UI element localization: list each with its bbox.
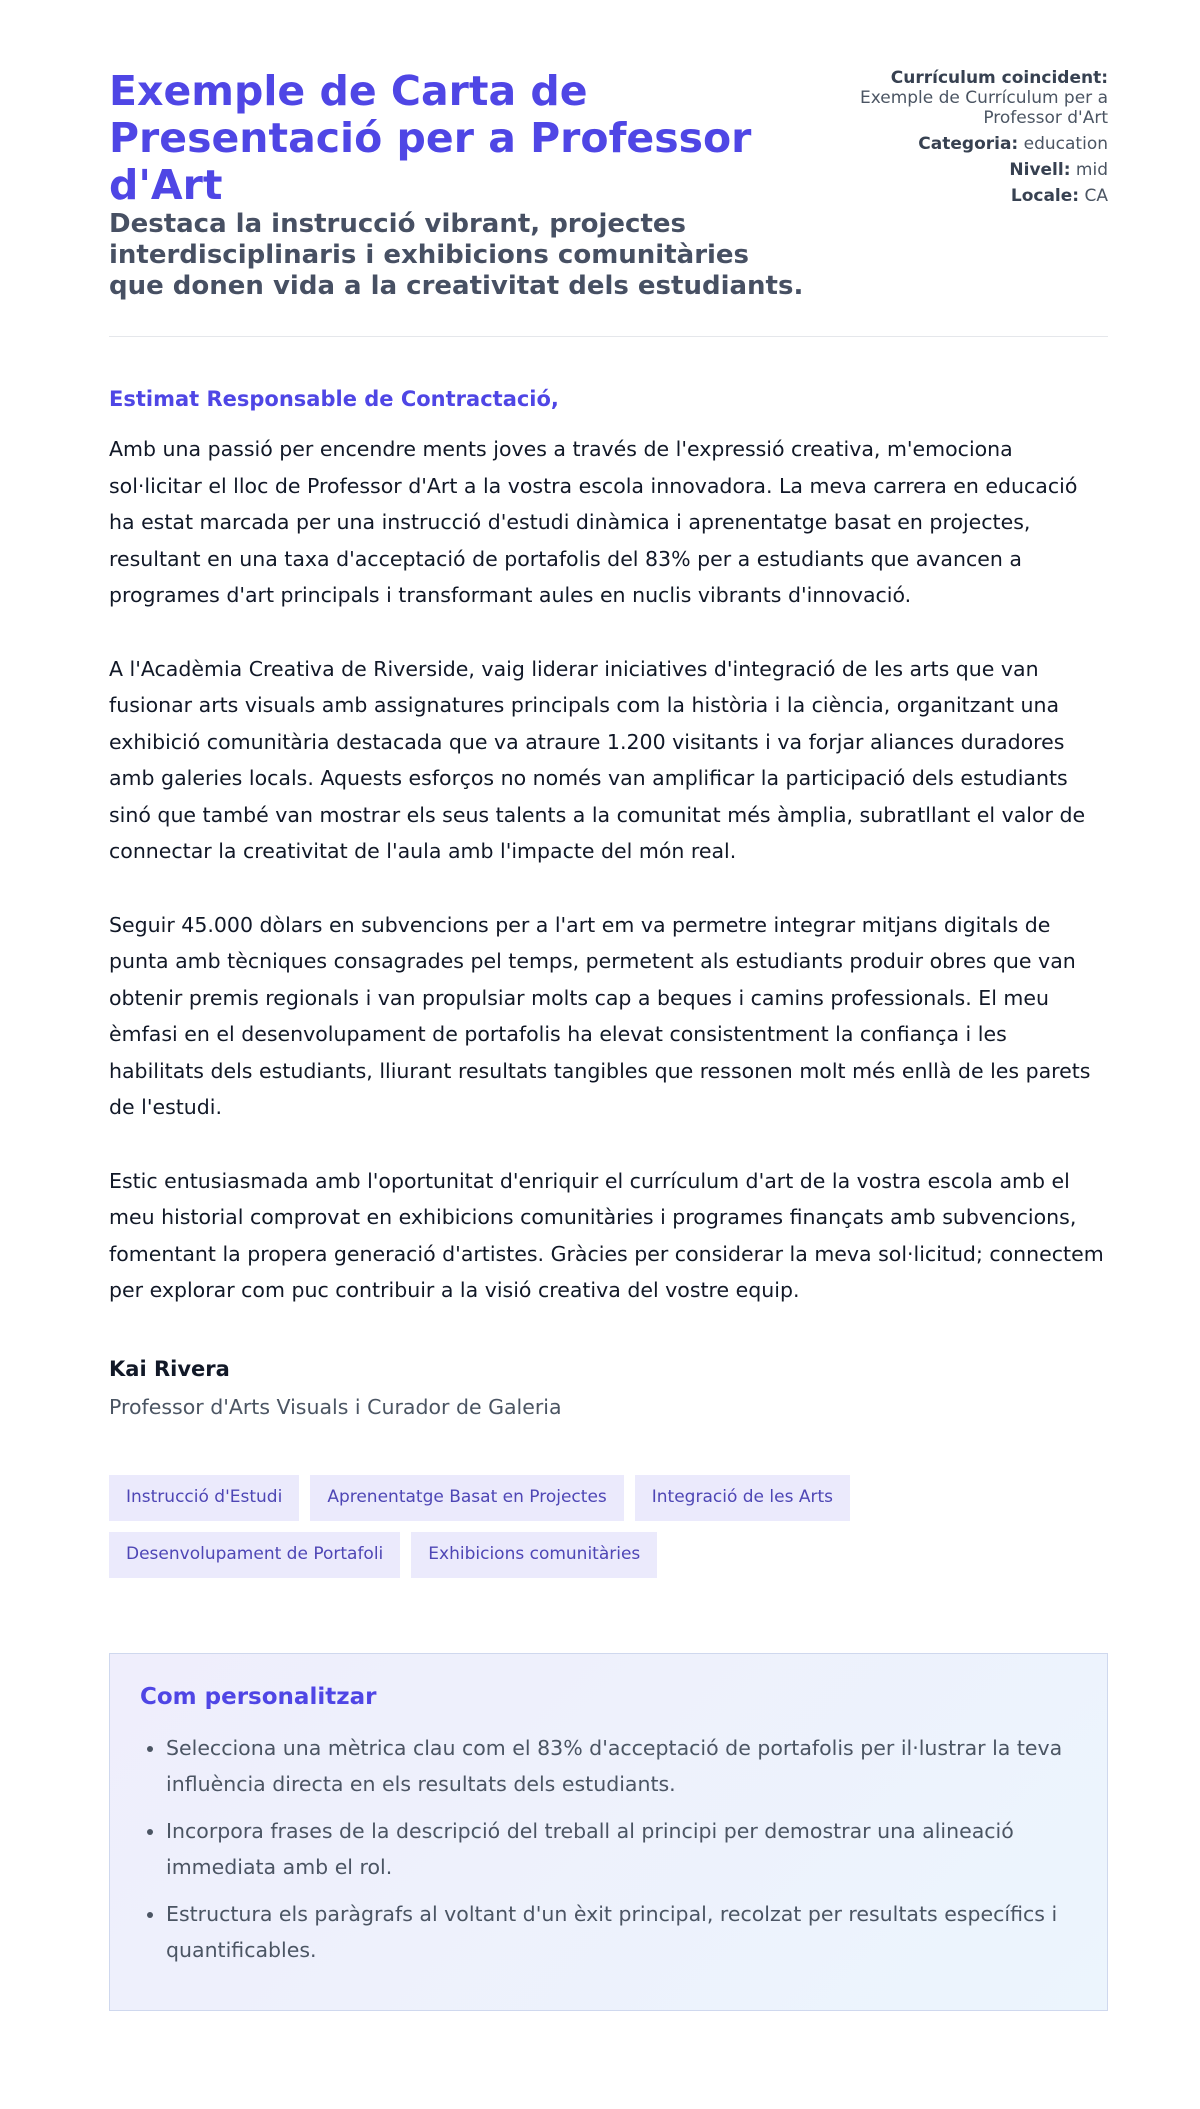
tips-list — [140, 1730, 1077, 1968]
paragraph: Amb una passió per encendre ments joves a través de l'expressió creativa, m'emociona sol·licitar el lloc de Professor d'Art a la vostra escola innovadora. La meva carrera en educació ha estat marcada per una instrucció d'estudi dinàmica i aprenentatge basat en projectes, resultant en una taxa d'acceptació de portafolis del 83% per a estudiants que avancen a programes d'art principals i transformant aules en nuclis vibrants d'innovació. — [109, 437, 1078, 607]
paragraph: Seguir 45.000 dòlars en subvencions per a l'art em va permetre integrar mitjans digitals de punta amb tècniques consagrades pel temps, permetent als estudiants produir obres que van obtenir premis regionals i van propulsiar molts cap a beques i camins professionals. El meu èmfasi en el desenvolupament de portafolis ha elevat consistentment la confiança i les habilitats dels estudiants, lliurant resultats tangibles que ressonen molt més enllà de les parets de l'estudi. — [109, 912, 1091, 1119]
tip-item: • Incorpora frases de la descripció del treball al principi per demostrar una alineació immediata amb el rol. — [166, 1813, 1077, 1885]
category-value: education — [1023, 134, 1108, 154]
skill-tag: Integració de les Arts — [635, 1475, 850, 1521]
salutation: Estimat Responsable de Contractació, — [109, 387, 559, 411]
page-subtitle: Destaca la instrucció vibrant, projectes interdisciplinaris i exhibicions comunitàries que donen vida a la creativitat dels estudiants. — [109, 209, 804, 301]
level-label: Nivell: — [1009, 160, 1071, 180]
locale-value: CA — [1084, 186, 1108, 206]
tip-item: • Estructura els paràgrafs al voltant d'un èxit principal, recolzat per resultats específics i quantificables. — [166, 1896, 1077, 1968]
skill-tag: Desenvolupament de Portafoli — [109, 1532, 400, 1578]
tip-item: • Selecciona una mètrica clau com el 83% d'acceptació de portafolis per il·lustrar la teva influència directa en els resultats dels estudiants. — [166, 1730, 1077, 1802]
customize-tips-box — [109, 1653, 1108, 2011]
locale-label: Locale: — [1010, 186, 1080, 206]
letter-body — [109, 387, 1108, 1309]
resume-label: Currículum coincident: — [890, 68, 1108, 88]
signer-name: Kai Rivera — [109, 1356, 230, 1381]
level-value: mid — [1075, 160, 1108, 180]
cover-letter-page — [109, 0, 1108, 2011]
signature — [109, 1357, 1108, 1419]
skill-tags — [109, 1475, 929, 1578]
page-header — [109, 0, 1108, 337]
resume-link[interactable]: Exemple de Currículum per a Professor d'Art — [859, 88, 1108, 128]
skill-tag: Instrucció d'Estudi — [109, 1475, 299, 1521]
paragraph: A l'Acadèmia Creativa de Riverside, vaig liderar iniciatives d'integració de les arts que van fusionar arts visuals amb assignatures principals com la història i la ciència, organitzant una exhibició comunitària destacada que va atraure 1.200 visitants i va forjar aliances duradores amb galeries locals. Aquests esforços no només van amplificar la participació dels estudiants sinó que també van mostrar els seus talents a la comunitat més àmplia, subratllant el valor de connectar la creativitat de l'aula amb l'impacte del món real. — [109, 656, 1086, 863]
skill-tag: Exhibicions comunitàries — [411, 1532, 657, 1578]
page-title: Exemple de Carta de Presentació per a Professor d'Art — [109, 67, 752, 209]
skill-tag: Aprenentatge Basat en Projectes — [310, 1475, 623, 1521]
tips-title: Com personalitzar — [140, 1683, 377, 1710]
category-label: Categoria: — [918, 134, 1019, 154]
paragraph: Estic entusiasmada amb l'oportunitat d'enriquir el currículum d'art de la vostra escola amb el meu historial comprovat en exhibicions comunitàries i programes finançats amb subvencions, fomentant la propera generació d'artistes. Gràcies per considerar la meva sol·licitud; connectem per explorar com puc contribuir a la visió creativa del vostre equip. — [109, 1168, 1104, 1302]
signer-role: Professor d'Arts Visuals i Curador de Galeria — [109, 1394, 562, 1419]
meta-info — [848, 68, 1108, 302]
